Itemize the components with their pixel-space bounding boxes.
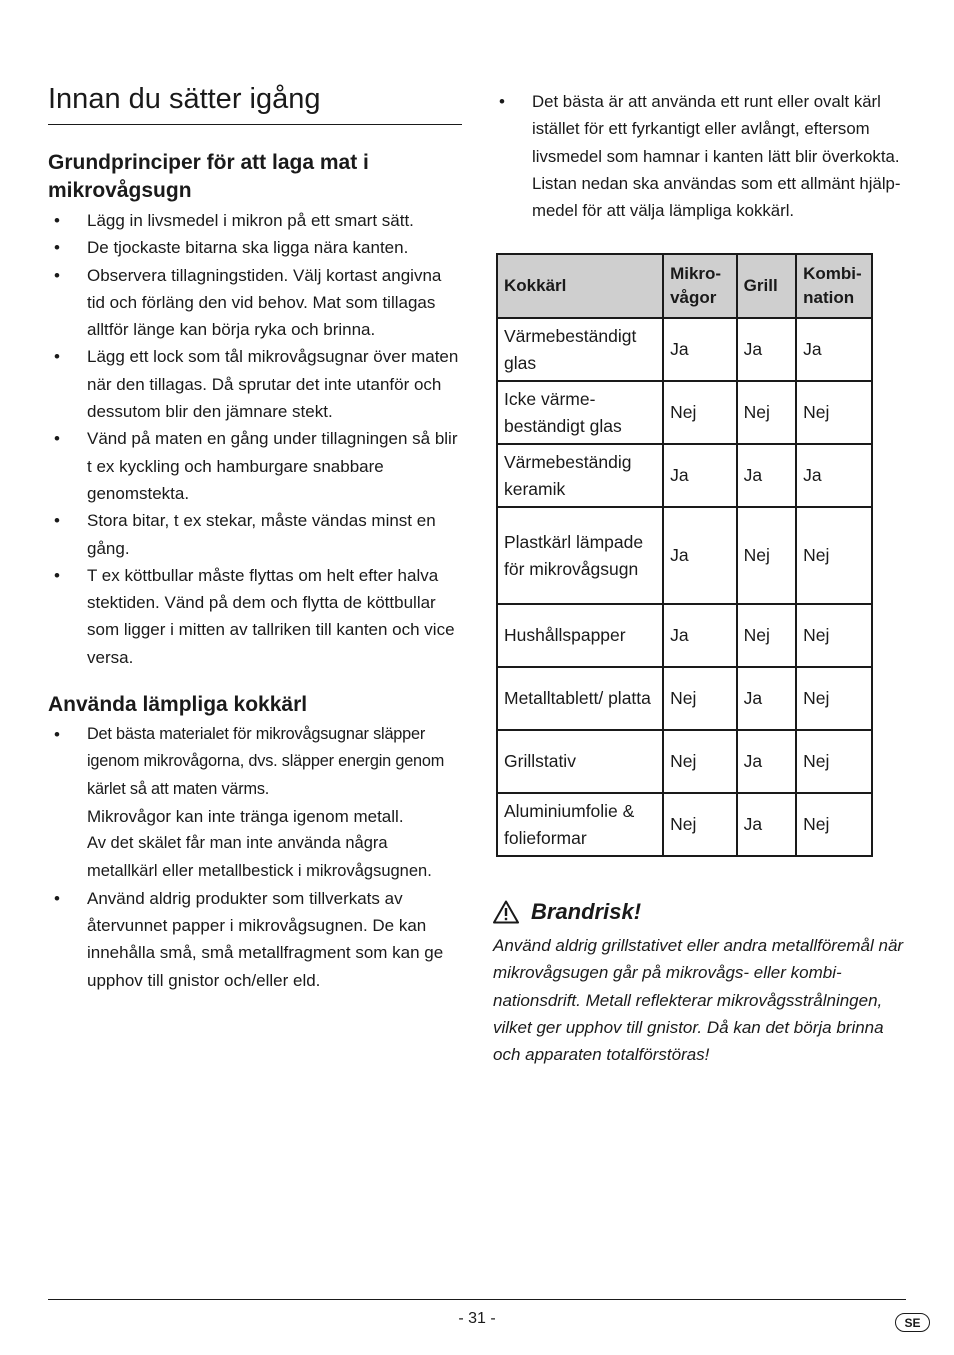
table-cell: Värmebeständigt glas: [497, 318, 663, 381]
warning-text: Använd aldrig grillstativet eller andra metallföremål när mikrovågsugen går på mikrovågs- eller kombi-nationsdrift. Metall reflekterar mikrovågsstrålningen, vilket ger upphov till gnistor. Då kan det börja brinna och apparaten totalförstöras!: [493, 936, 904, 1065]
table-cell: Ja: [796, 318, 872, 381]
table-cell: Nej: [796, 507, 872, 604]
fire-risk-warning: [493, 896, 913, 1068]
table-cell: Metalltablett/ platta: [497, 667, 663, 730]
table-cell: Grillstativ: [497, 730, 663, 793]
table-cell: Icke värme-beständigt glas: [497, 381, 663, 444]
bullet-icon: •: [54, 347, 60, 367]
column-header: Kombi-nation: [796, 254, 872, 318]
bullet-icon: •: [54, 265, 60, 285]
table-cell: Ja: [737, 444, 796, 507]
table-row: [497, 381, 872, 444]
list-item: • Lägg ett lock som tål mikrovågsugnar över maten när den tillagas. Då sprutar det inte utanför och dessutom blir den jämnare stekt.: [48, 343, 462, 425]
table-cell: Värmebeständig keramik: [497, 444, 663, 507]
list-item: • De tjockaste bitarna ska ligga nära kanten.: [48, 234, 462, 261]
table-cell: Nej: [796, 793, 872, 856]
table-cell: Aluminiumfolie & folieformar: [497, 793, 663, 856]
table-cell: Hushållspapper: [497, 604, 663, 667]
list-item: • Vänd på maten en gång under tillagningen så blir t ex kyckling och hamburgare snabbare genomstekta.: [48, 425, 462, 507]
right-column: [493, 88, 913, 1065]
cookware-list: [48, 721, 462, 994]
table-row: [497, 793, 872, 856]
table-cell: Ja: [737, 667, 796, 730]
warning-title: Brandrisk!: [531, 899, 642, 924]
table-cell: Nej: [796, 381, 872, 444]
table-cell: Nej: [663, 667, 737, 730]
bullet-icon: •: [54, 211, 60, 230]
bullet-icon: •: [499, 92, 505, 111]
table-cell: Nej: [796, 730, 872, 793]
table-cell: Ja: [663, 507, 737, 604]
bullet-icon: •: [54, 888, 60, 908]
warning-heading: [493, 896, 913, 928]
basics-list: [48, 207, 462, 671]
list-item: • Observera tillagningstiden. Välj kortast angivna tid och förläng den vid behov. Mat som tillagas alltför länge kan börja ryka och brinna.: [48, 262, 462, 344]
footer-divider: [48, 1299, 906, 1300]
list-item: • Stora bitar, t ex stekar, måste vändas minst en gång.: [48, 507, 462, 562]
section-heading-basics: Grundprinciper för att laga mat i mikrovågsugn: [48, 151, 369, 202]
bullet-icon: •: [54, 238, 60, 258]
left-column: [48, 80, 462, 994]
table-row: [497, 730, 872, 793]
table-row: [497, 507, 872, 604]
bullet-icon: •: [54, 429, 60, 449]
bullet-icon: •: [54, 565, 60, 585]
column-header: Kokkärl: [497, 254, 663, 318]
list-item: • Lägg in livsmedel i mikron på ett smart sätt.: [48, 207, 462, 234]
table-row: [497, 604, 872, 667]
page-number: - 31 -: [458, 1310, 496, 1327]
language-badge: SE: [895, 1313, 930, 1332]
table-cell: Ja: [663, 604, 737, 667]
table-cell: Nej: [796, 667, 872, 730]
list-item: • Det bästa materialet för mikrovågsugnar släpper igenom mikrovågorna, dvs. släpper energin genom kärlet så att maten värms. Mikrovågor kan inte tränga igenom metall. Av det skälet får man inte använda några metallkärl eller metallbestick i mikrovågsugnen.: [48, 721, 462, 885]
warning-triangle-icon: [493, 900, 519, 924]
table-row: [497, 667, 872, 730]
table-cell: Nej: [663, 793, 737, 856]
table-cell: Nej: [737, 507, 796, 604]
table-cell: Ja: [663, 318, 737, 381]
column-header: Mikro-vågor: [663, 254, 737, 318]
table-cell: Ja: [737, 730, 796, 793]
table-cell: Nej: [737, 381, 796, 444]
page-title: Innan du sätter igång: [48, 80, 462, 125]
bullet-icon: •: [54, 725, 60, 745]
list-item: • T ex köttbullar måste flyttas om helt efter halva stektiden. Vänd på dem och flytta de köttbullar som ligger i mitten av tallriken till kanten och vice versa.: [48, 562, 462, 671]
table-row: [497, 318, 872, 381]
cookware-table: [496, 253, 873, 857]
table-cell: Plastkärl lämpade för mikrovågsugn: [497, 507, 663, 604]
table-cell: Ja: [663, 444, 737, 507]
table-cell: Nej: [737, 604, 796, 667]
table-cell: Nej: [663, 381, 737, 444]
section-heading-cookware: Använda lämpliga kokkärl: [48, 693, 308, 717]
table-header-row: [497, 254, 872, 318]
shape-tip-list: [493, 88, 913, 224]
column-header: Grill: [737, 254, 796, 318]
table-cell: Ja: [796, 444, 872, 507]
list-item: • Det bästa är att använda ett runt eller ovalt kärl istället för ett fyrkantigt eller avlångt, eftersom livsmedel som hamnar i kanten lätt blir överkokta. Listan nedan ska användas som ett allmänt hjälp-medel för att välja lämpliga kokkärl.: [493, 88, 913, 224]
table-cell: Ja: [737, 318, 796, 381]
bullet-icon: •: [54, 511, 60, 531]
list-item: • Använd aldrig produkter som tillverkats av återvunnet papper i mikrovågsugnen. De kan innehålla små, små metallfragment som kan ge upphov till gnistor och/eller eld.: [48, 885, 462, 994]
table-cell: Ja: [737, 793, 796, 856]
table-row: [497, 444, 872, 507]
table-cell: Nej: [796, 604, 872, 667]
table-cell: Nej: [663, 730, 737, 793]
